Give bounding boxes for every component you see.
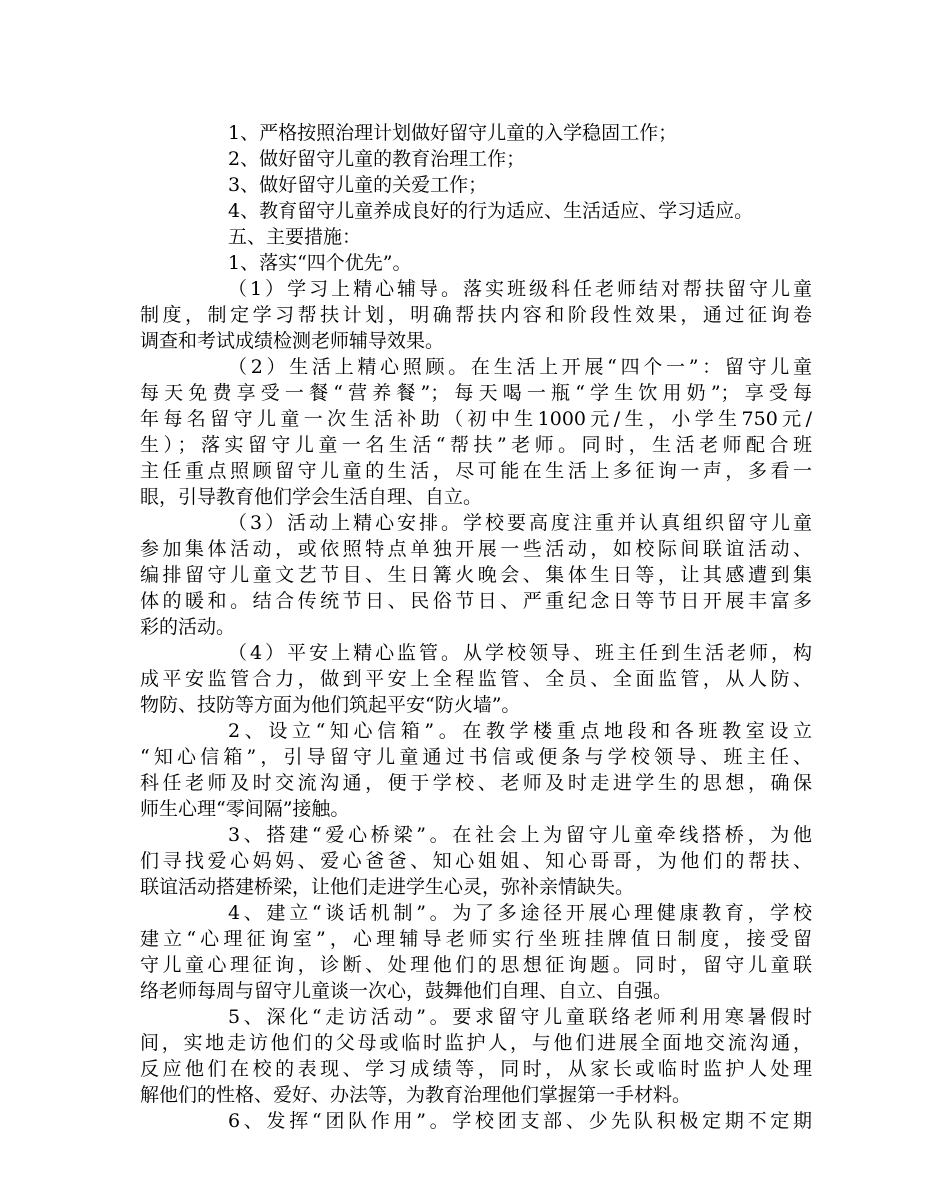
paragraph-start-line: （4）平安上精心监管。从学校领导、班主任到生活老师，构 — [228, 642, 812, 664]
text-line: 建立“心理征询室”，心理辅导老师实行坐班挂牌值日制度，接受留 — [140, 928, 812, 950]
text-line: 彩的活动。 — [140, 616, 236, 638]
text-line: 眼，引导教育他们学会生活自理、自立。 — [140, 486, 483, 508]
paragraph-start-line: （1）学习上精心辅导。落实班级科任老师结对帮扶留守儿童 — [228, 278, 812, 300]
text-line: 科任老师及时交流沟通，便于学校、老师及时走进学生的思想，确保 — [140, 772, 812, 794]
paragraph-start-line: 6、发挥“团队作用”。学校团支部、少先队积极定期不定期 — [228, 1110, 812, 1132]
text-line: 主任重点照顾留守儿童的生活，尽可能在生活上多征询一声，多看一 — [140, 460, 812, 482]
text-line: 4、教育留守儿童养成良好的行为适应、生活适应、学习适应。 — [228, 200, 754, 222]
paragraph-start-line: 3、搭建“爱心桥梁”。在社会上为留守儿童牵线搭桥，为他 — [228, 824, 812, 846]
text-line: 年每名留守儿童一次生活补助（初中生1000元/生，小学生750元/ — [140, 408, 812, 430]
subsection-heading: 1、落实“四个优先”。 — [228, 252, 412, 274]
text-line: 参加集体活动，或依照特点单独开展一些活动，如校际间联谊活动、 — [140, 538, 812, 560]
text-line: 成平安监管合力，做到平安上全程监管、全员、全面监管，从人防、 — [140, 668, 812, 690]
text-line: 守儿童心理征询，诊断、处理他们的思想征询题。同时，留守儿童联 — [140, 954, 812, 976]
paragraph-start-line: 4、建立“谈话机制”。为了多途径开展心理健康教育，学校 — [228, 902, 812, 924]
text-line: 间，实地走访他们的父母或临时监护人，与他们进展全面地交流沟通， — [140, 1032, 812, 1054]
text-line: 3、做好留守儿童的关爱工作； — [228, 174, 488, 196]
text-line: 师生心理“零间隔”接触。 — [140, 798, 350, 820]
text-line: 络老师每周与留守儿童谈一次心，鼓舞他们自理、自立、自强。 — [140, 980, 673, 1002]
text-line: 制度，制定学习帮扶计划，明确帮扶内容和阶段性效果，通过征询卷 — [140, 304, 812, 326]
text-line: 们寻找爱心妈妈、爱心爸爸、知心姐姐、知心哥哥，为他们的帮扶、 — [140, 850, 812, 872]
text-line: 反应他们在校的表现、学习成绩等，同时，从家长或临时监护人处理 — [140, 1058, 812, 1080]
text-line: 体的暖和。结合传统节日、民俗节日、严重纪念日等节日开展丰富多 — [140, 590, 812, 612]
text-line: 生）；落实留守儿童一名生活“帮扶”老师。同时，生活老师配合班 — [140, 434, 812, 456]
section-heading: 五、主要措施： — [228, 226, 362, 248]
text-line: 联谊活动搭建桥梁，让他们走进学生心灵，弥补亲情缺失。 — [140, 876, 635, 898]
paragraph-start-line: 5、深化“走访活动”。要求留守儿童联络老师利用寒暑假时 — [228, 1006, 812, 1028]
text-line: 物防、技防等方面为他们筑起平安“防火墙”。 — [140, 694, 521, 716]
text-line: 解他们的性格、爱好、办法等，为教育治理他们掌握第一手材料。 — [140, 1084, 692, 1106]
paragraph-start-line: （3）活动上精心安排。学校要高度注重并认真组织留守儿童 — [228, 512, 812, 534]
text-line: 2、做好留守儿童的教育治理工作； — [228, 148, 526, 170]
text-line: 1、严格按照治理计划做好留守儿童的入学稳固工作； — [228, 122, 678, 144]
text-line: 每天免费享受一餐“营养餐”；每天喝一瓶“学生饮用奶”；享受每 — [140, 382, 812, 404]
paragraph-start-line: （2）生活上精心照顾。在生活上开展“四个一”：留守儿童 — [228, 356, 812, 378]
text-line: “知心信箱”，引导留守儿童通过书信或便条与学校领导、班主任、 — [140, 746, 812, 768]
paragraph-start-line: 2、设立“知心信箱”。在教学楼重点地段和各班教室设立 — [228, 720, 812, 742]
text-line: 调查和考试成绩检测老师辅导效果。 — [140, 330, 445, 352]
text-line: 编排留守儿童文艺节目、生日篝火晚会、集体生日等，让其感遭到集 — [140, 564, 812, 586]
